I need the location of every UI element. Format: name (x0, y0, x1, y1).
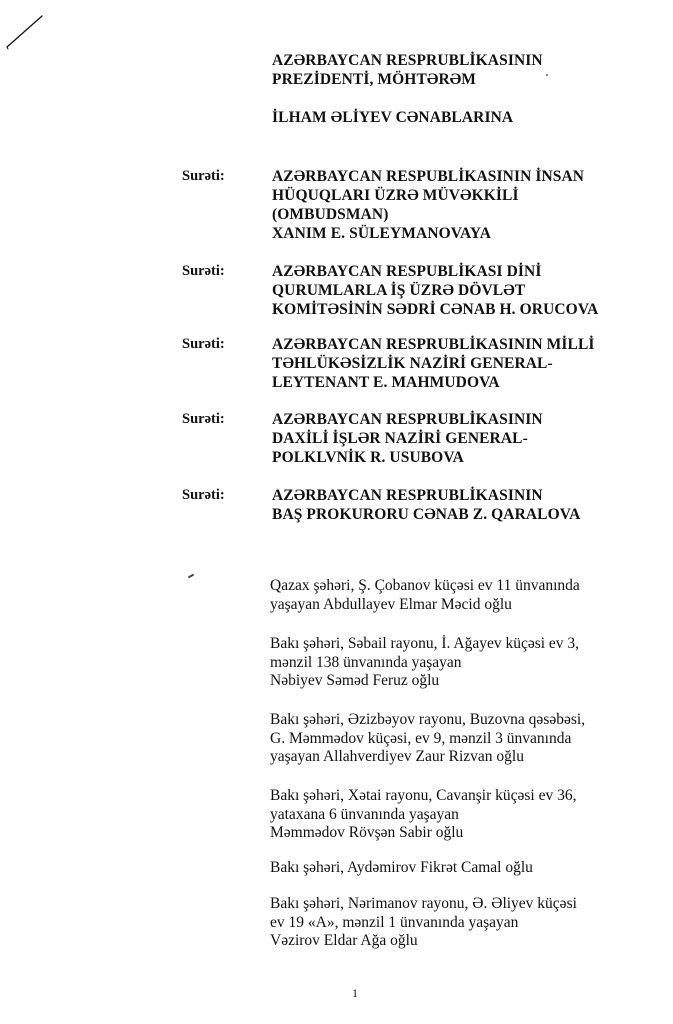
copy-recipient-religious-committee: AZƏRBAYCAN RESPUBLİKASI DİNİ QURUMLARLA İŞ ÜZRƏ DÖVLƏT KOMİTƏSİNİN SƏDRİ CƏNAB H. ORUCOVA (272, 263, 599, 318)
sender-address: Bakı şəhəri, Nərimanov rayonu, Ə. Əliyev küçəsi ev 19 «A», mənzil 1 ünvanında yaşayan Vəzirov Eldar Ağa oğlu (270, 895, 577, 949)
copy-recipient-prosecutor: AZƏRBAYCAN RESPRUBLİKASININ BAŞ PROKURORU CƏNAB Z. QARALOVA (272, 487, 581, 523)
copy-label: Surəti: (182, 411, 225, 427)
handwritten-slash-mark (4, 14, 44, 50)
copy-label: Surəti: (182, 487, 225, 503)
addressee-president: AZƏRBAYCAN RESPRUBLİKASININ PREZİDENTİ, MÖHTƏRƏM (272, 52, 543, 88)
copy-label: Surəti: (182, 263, 225, 279)
copy-recipient-ombudsman: AZƏRBAYCAN RESPUBLİKASININ İNSAN HÜQUQLARI ÜZRƏ MÜVƏKKİLİ (OMBUDSMAN) XANIM E. SÜLEYMANOVAYA (272, 168, 585, 242)
copy-recipient-national-security: AZƏRBAYCAN RESPRUBLİKASININ MİLLİ TƏHLÜKƏSİZLİK NAZİRİ GENERAL- LEYTENANT E. MAHMUDOVA (272, 336, 595, 391)
page-number: 1 (352, 986, 358, 1000)
sender-address: Bakı şəhəri, Əzizbəyov rayonu, Buzovna qəsəbəsi, G. Məmmədov küçəsi, ev 9, mənzil 3 ünvanında yaşayan Allahverdiyev Zaur Rizvan oğlu (270, 711, 586, 765)
copy-label: Surəti: (182, 168, 225, 184)
sender-address: Bakı şəhəri, Aydəmirov Fikrət Camal oğlu (270, 859, 533, 876)
sender-address: Bakı şəhəri, Səbail rayonu, İ. Ağayev küçəsi ev 3, mənzil 138 ünvanında yaşayan Nəbiyev Səməd Feruz oğlu (270, 635, 580, 689)
addressee-name: İLHAM ƏLİYEV CƏNABLARINA (272, 109, 514, 126)
scan-speck (188, 574, 194, 579)
copy-recipient-internal-affairs: AZƏRBAYCAN RESPRUBLİKASININ DAXİLİ İŞLƏR NAZİRİ GENERAL- POLKLVNİK R. USUBOVA (272, 411, 543, 466)
sender-address: Bakı şəhəri, Xətai rayonu, Cavanşir küçəsi ev 36, yataxana 6 ünvanında yaşayan Məmmədov Rövşən Sabir oğlu (270, 787, 577, 841)
copy-label: Surəti: (182, 336, 225, 352)
sender-address: Qazax şəhəri, Ş. Çobanov küçəsi ev 11 ünvanında yaşayan Abdullayev Elmar Məcid oğlu (270, 577, 580, 613)
scan-speck (546, 74, 548, 76)
